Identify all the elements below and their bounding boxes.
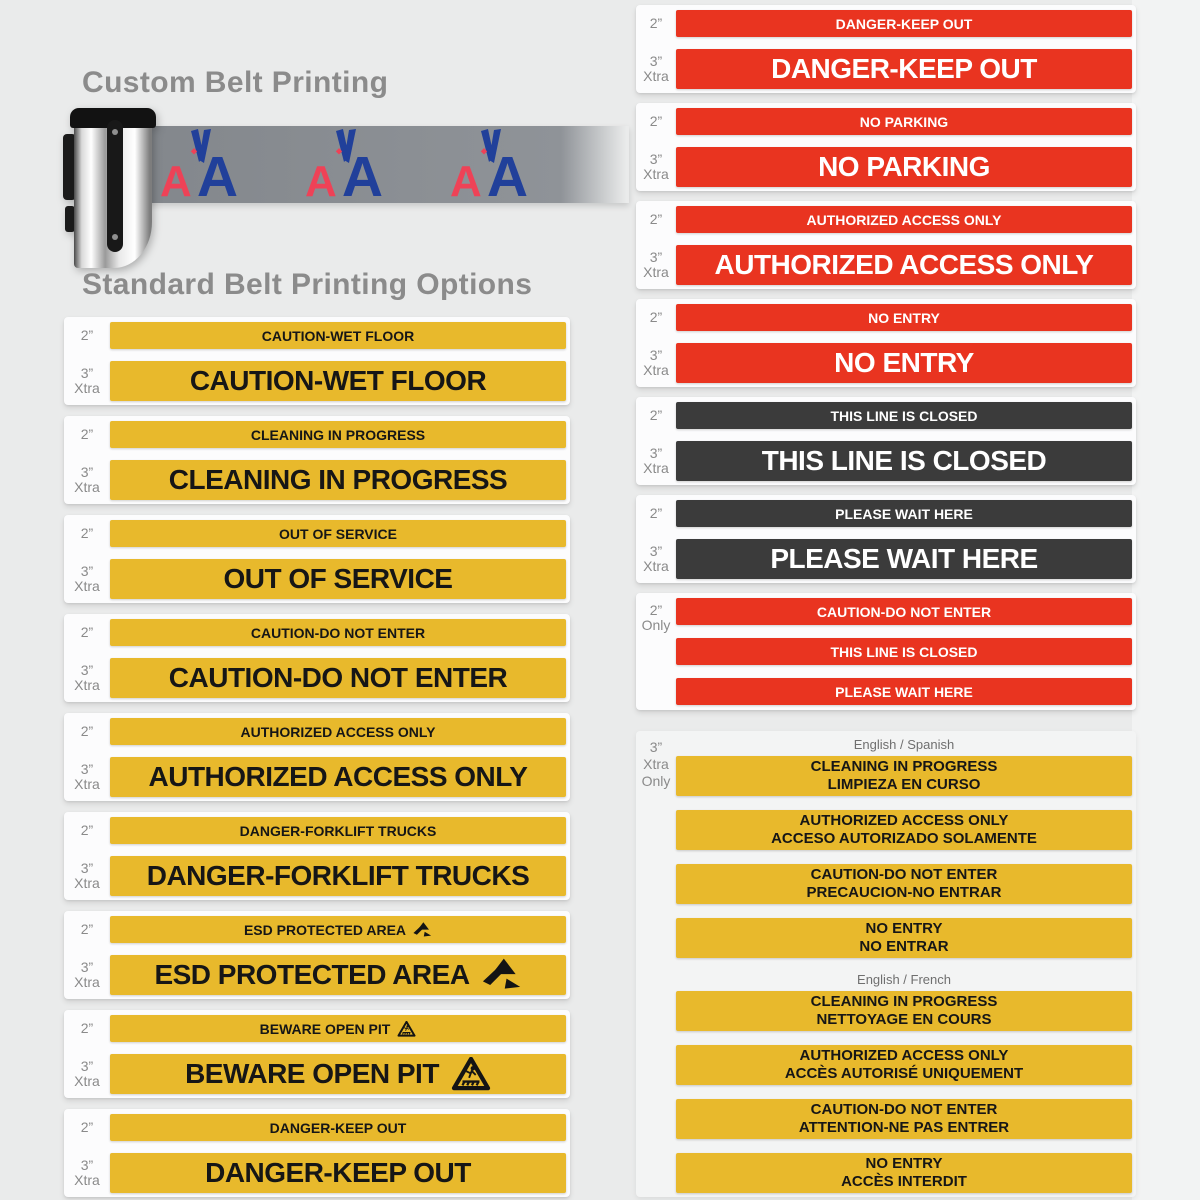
aa-letter-blue: A xyxy=(341,144,383,209)
size-label-3in-xtra: 3” Xtra xyxy=(74,860,100,891)
belt-group-danger-forklift-trucks xyxy=(64,812,570,900)
size-label-2in: 2” xyxy=(80,921,94,937)
belt-group-danger-keep-out-red xyxy=(636,5,1136,93)
belt-group-cleaning-in-progress xyxy=(64,416,570,504)
belt-sample-2in: CAUTION-WET FLOOR xyxy=(110,322,566,349)
belt-sample-2in: CAUTION-DO NOT ENTER xyxy=(676,598,1132,625)
size-label-2in: 2” xyxy=(80,525,94,541)
size-label-3in-xtra: 3” Xtra xyxy=(643,151,669,182)
esd-warning-icon xyxy=(482,958,522,992)
belt-sample-2in: ESD PROTECTED AREA xyxy=(110,916,566,943)
size-label-3in-xtra-only: 3” Xtra Only xyxy=(641,739,671,789)
belt-sample-3in: BEWARE OPEN PIT xyxy=(110,1054,566,1094)
size-label-3in-xtra: 3” Xtra xyxy=(643,543,669,574)
size-label-2in: 2” xyxy=(80,822,94,838)
colored-belt-groups xyxy=(636,5,1136,1197)
custom-printed-belt xyxy=(142,126,629,209)
belt-group-no-entry xyxy=(636,299,1136,387)
aa-logo xyxy=(160,133,238,209)
belt-group-out-of-service xyxy=(64,515,570,603)
belt-sample-3in: OUT OF SERVICE xyxy=(110,559,566,599)
language-label-english-french: English / French xyxy=(857,972,951,987)
belt-sample-3in: DANGER-FORKLIFT TRUCKS xyxy=(110,856,566,896)
size-label-2in: 2” xyxy=(649,113,663,129)
belt-sample-2in: DANGER-KEEP OUT xyxy=(110,1114,566,1141)
belt-sample-2in: AUTHORIZED ACCESS ONLY xyxy=(110,718,566,745)
bilingual-belt: AUTHORIZED ACCESS ONLY ACCESO AUTORIZADO SOLAMENTE xyxy=(676,810,1132,850)
size-label-2in: 2” xyxy=(80,327,94,343)
belt-sample-2in: THIS LINE IS CLOSED xyxy=(676,402,1132,429)
size-label-2in: 2” xyxy=(80,426,94,442)
aa-logo xyxy=(305,133,383,209)
belt-sample-2in: NO PARKING xyxy=(676,108,1132,135)
esd-warning-icon xyxy=(413,922,432,938)
belt-sample-3in: ESD PROTECTED AREA xyxy=(110,955,566,995)
bilingual-belt: CLEANING IN PROGRESS LIMPIEZA EN CURSO xyxy=(676,756,1132,796)
standard-belt-printing-title: Standard Belt Printing Options xyxy=(82,268,533,301)
belt-group-authorized-access-only xyxy=(64,713,570,801)
belt-group-please-wait-here xyxy=(636,495,1136,583)
bilingual-belt: NO ENTRY NO ENTRAR xyxy=(676,918,1132,958)
belt-sample-3in: CAUTION-WET FLOOR xyxy=(110,361,566,401)
belt-sample-3in: NO ENTRY xyxy=(676,343,1132,383)
belt-sample-2in: DANGER-KEEP OUT xyxy=(676,10,1132,37)
bilingual-belt: CLEANING IN PROGRESS NETTOYAGE EN COURS xyxy=(676,991,1132,1031)
belt-sample-3in: CAUTION-DO NOT ENTER xyxy=(110,658,566,698)
standard-belt-groups xyxy=(64,317,570,1200)
size-label-2in-only: 2” Only xyxy=(641,602,671,633)
size-label-3in-xtra: 3” Xtra xyxy=(643,445,669,476)
aa-letter-blue: A xyxy=(196,144,238,209)
size-label-3in-xtra: 3” Xtra xyxy=(74,959,100,990)
belt-sample-3in: DANGER-KEEP OUT xyxy=(110,1153,566,1193)
belt-sample-2in: NO ENTRY xyxy=(676,304,1132,331)
two-inch-only-card xyxy=(636,593,1136,710)
open-pit-warning-icon xyxy=(451,1057,491,1091)
aa-logo xyxy=(450,133,528,209)
size-label-3in-xtra: 3” Xtra xyxy=(74,365,100,396)
size-label-3in-xtra: 3” Xtra xyxy=(643,249,669,280)
size-label-3in-xtra: 3” Xtra xyxy=(74,662,100,693)
custom-belt-printing-title: Custom Belt Printing xyxy=(82,66,389,99)
belt-group-authorized-access-only-red xyxy=(636,201,1136,289)
belt-group-caution-wet-floor xyxy=(64,317,570,405)
aa-letter-red: A xyxy=(305,156,337,206)
aa-letter-red: A xyxy=(160,156,192,206)
right-margin-strip xyxy=(1132,0,1200,1200)
belt-sample-2in: PLEASE WAIT HERE xyxy=(676,500,1132,527)
size-label-2in: 2” xyxy=(649,505,663,521)
language-label-english-spanish: English / Spanish xyxy=(853,737,955,752)
belt-sample-3in: PLEASE WAIT HERE xyxy=(676,539,1132,579)
belt-sample-3in: CLEANING IN PROGRESS xyxy=(110,460,566,500)
size-label-2in: 2” xyxy=(80,1119,94,1135)
belt-sample-2in: CAUTION-DO NOT ENTER xyxy=(110,619,566,646)
belt-group-caution-do-not-enter xyxy=(64,614,570,702)
belt-sample-2in: BEWARE OPEN PIT xyxy=(110,1015,566,1042)
belt-group-danger-keep-out xyxy=(64,1109,570,1197)
belt-group-esd-protected-area xyxy=(64,911,570,999)
belt-sample-3in: NO PARKING xyxy=(676,147,1132,187)
bilingual-belt: CAUTION-DO NOT ENTER PRECAUCION-NO ENTRAR xyxy=(676,864,1132,904)
size-label-3in-xtra: 3” Xtra xyxy=(74,1058,100,1089)
size-label-2in: 2” xyxy=(80,624,94,640)
belt-sample-2in: AUTHORIZED ACCESS ONLY xyxy=(676,206,1132,233)
size-label-3in-xtra: 3” Xtra xyxy=(74,464,100,495)
size-label-3in-xtra: 3” Xtra xyxy=(74,563,100,594)
belt-sample-2in: THIS LINE IS CLOSED xyxy=(676,638,1132,665)
size-label-3in-xtra: 3” Xtra xyxy=(643,53,669,84)
size-label-3in-xtra: 3” Xtra xyxy=(74,761,100,792)
stanchion-belt-head xyxy=(70,108,156,268)
open-pit-warning-icon xyxy=(397,1021,416,1037)
belt-sample-3in: THIS LINE IS CLOSED xyxy=(676,441,1132,481)
size-label-2in: 2” xyxy=(80,1020,94,1036)
size-label-2in: 2” xyxy=(80,723,94,739)
bilingual-belt: CAUTION-DO NOT ENTER ATTENTION-NE PAS ENTRER xyxy=(676,1099,1132,1139)
aa-letter-blue: A xyxy=(486,144,528,209)
size-label-2in: 2” xyxy=(649,211,663,227)
size-label-3in-xtra: 3” Xtra xyxy=(643,347,669,378)
belt-sample-3in: AUTHORIZED ACCESS ONLY xyxy=(110,757,566,797)
belt-group-no-parking xyxy=(636,103,1136,191)
belt-group-beware-open-pit xyxy=(64,1010,570,1098)
size-label-2in: 2” xyxy=(649,15,663,31)
three-inch-xtra-only-panel xyxy=(636,731,1136,1197)
belt-sample-3in: AUTHORIZED ACCESS ONLY xyxy=(676,245,1132,285)
belt-sample-2in: OUT OF SERVICE xyxy=(110,520,566,547)
bilingual-belt: NO ENTRY ACCÈS INTERDIT xyxy=(676,1153,1132,1193)
belt-sample-3in: DANGER-KEEP OUT xyxy=(676,49,1132,89)
size-label-2in: 2” xyxy=(649,309,663,325)
belt-group-this-line-is-closed xyxy=(636,397,1136,485)
stanchion-belt-slot xyxy=(107,120,123,252)
size-label-2in: 2” xyxy=(649,407,663,423)
aa-letter-red: A xyxy=(450,156,482,206)
custom-belt-banner xyxy=(64,104,629,272)
belt-sample-2in: CLEANING IN PROGRESS xyxy=(110,421,566,448)
belt-sample-2in: PLEASE WAIT HERE xyxy=(676,678,1132,705)
size-label-3in-xtra: 3” Xtra xyxy=(74,1157,100,1188)
bilingual-belt: AUTHORIZED ACCESS ONLY ACCÈS AUTORISÉ UNIQUEMENT xyxy=(676,1045,1132,1085)
belt-sample-2in: DANGER-FORKLIFT TRUCKS xyxy=(110,817,566,844)
